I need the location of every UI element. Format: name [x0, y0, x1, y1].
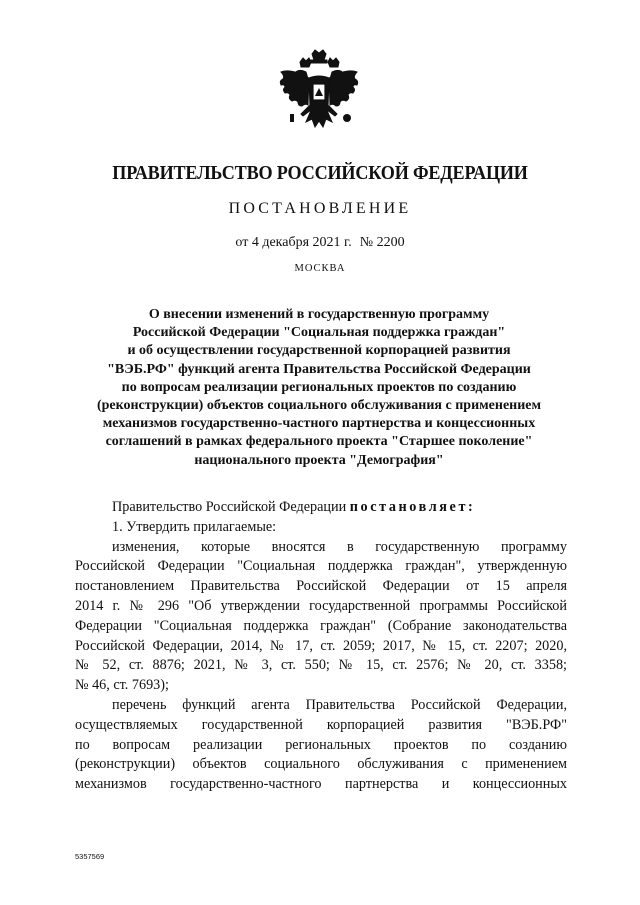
subject-line: О внесении изменений в государственную программу: [148, 307, 490, 322]
intro-text: Правительство Российской Федерации: [112, 499, 347, 515]
para2-line: (реконструкции) объектов социального обслуживания с применением: [75, 756, 567, 773]
para1-line: Российской Федерации "Социальная поддержка граждан", утвержденную: [75, 558, 567, 575]
para1-line: № 46, ст. 7693);: [75, 677, 169, 694]
para1-line: Российской Федерации, 2014, № 17, ст. 2059; 2017, № 15, ст. 2207; 2020,: [75, 637, 567, 654]
subject-line: механизмов государственно-частного партнерства и концессионных: [102, 416, 536, 432]
document-subject: [60, 306, 578, 470]
russian-coat-of-arms-icon: [276, 48, 362, 140]
government-title: ПРАВИТЕЛЬСТВО РОССИЙСКОЙ ФЕДЕРАЦИИ: [112, 163, 528, 184]
subject-line: соглашений в рамках федерального проекта "Старшее поколение": [105, 434, 533, 450]
para1-line: Федерации "Социальная поддержка граждан" (Собрание законодательства: [75, 617, 567, 634]
subject-line: Российской Федерации "Социальная поддержка граждан": [132, 325, 506, 341]
para1-line: изменения, которые вносятся в государственную программу: [112, 538, 567, 555]
para2-line: осуществляемых государственной корпорацией развития "ВЭБ.РФ": [75, 716, 567, 733]
para1-line: № 52, ст. 8876; 2021, № 3, ст. 550; № 15, ст. 2576; № 20, ст. 3358;: [75, 657, 567, 674]
para1-line: постановлением Правительства Российской Федерации от 15 апреля: [75, 578, 567, 595]
document-number: 2200: [376, 235, 405, 250]
para1-line: 2014 г. № 296 "Об утверждении государственной программы Российской: [75, 597, 567, 614]
subject-line: национального проекта "Демография": [194, 452, 444, 468]
number-label: №: [359, 235, 374, 250]
para2-line: механизмов государственно-частного партнерства и концессионных: [75, 776, 567, 793]
document-date: от 4 декабря 2021 г.: [235, 235, 352, 250]
footer-code: 5357569: [75, 852, 105, 861]
subject-line: по вопросам реализации региональных проектов по созданию: [121, 379, 517, 395]
subject-line: (реконструкции) объектов социального обслуживания с применением: [96, 398, 542, 414]
para2-line: по вопросам реализации региональных проектов по созданию: [75, 736, 567, 753]
subject-line: "ВЭБ.РФ" функций агента Правительства Российской Федерации: [107, 361, 531, 377]
city: МОСКВА: [294, 263, 346, 274]
document-type: ПОСТАНОВЛЕНИЕ: [228, 200, 412, 217]
intro-verb: постановляет:: [349, 499, 476, 515]
para2-line: перечень функций агента Правительства Российской Федерации,: [112, 696, 567, 713]
subject-line: и об осуществлении государственной корпорацией развития: [127, 343, 511, 359]
document-body: [75, 498, 567, 795]
item-1: 1. Утвердить прилагаемые:: [112, 518, 277, 535]
date-number-line: [0, 235, 640, 251]
intro-line: [75, 498, 567, 518]
